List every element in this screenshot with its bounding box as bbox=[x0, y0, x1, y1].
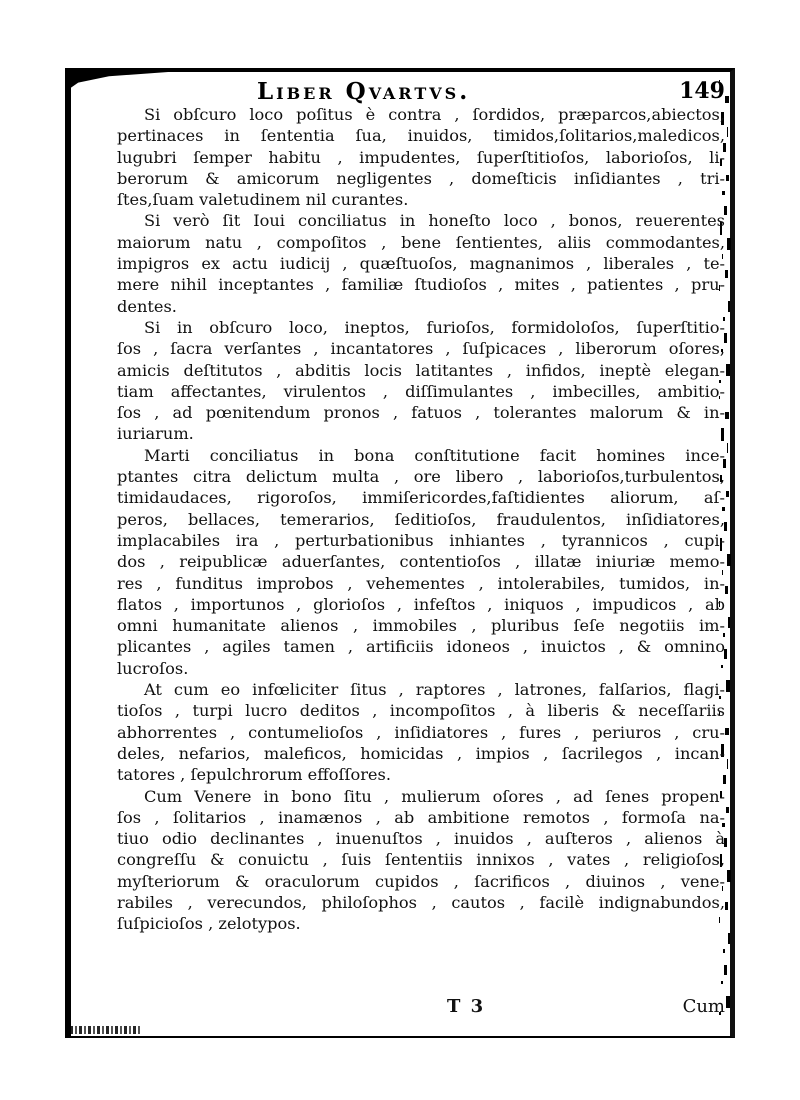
body-text bbox=[117, 104, 725, 935]
page-number: 149 bbox=[679, 78, 725, 104]
text-line: berorum & amicorum negligentes , domeſticis inſidiantes , tri- bbox=[117, 168, 725, 188]
text-line: At cum eo infœliciter ſitus , raptores , latrones, falſarios, flagi- bbox=[144, 680, 725, 700]
scan-smudge bbox=[70, 1026, 142, 1034]
scan-speckle bbox=[727, 759, 728, 769]
text-line: dos , reipublicæ aduerſantes, contentioſos , illatæ iniuriæ memo- bbox=[117, 552, 725, 572]
text-line: tatores , ſepulchrorum effoſſores. bbox=[117, 765, 391, 785]
text-line: tiam affectantes, virulentos , diſſimulantes , imbecilles, ambitio- bbox=[117, 381, 725, 401]
text-line: ptantes citra delictum multa , ore libero , laborioſos,turbulentos, bbox=[117, 467, 725, 487]
catchword: Cum bbox=[682, 996, 725, 1017]
text-line: peros, bellaces, temerarios, ſeditioſos, fraudulentos, inſidiatores, bbox=[117, 509, 725, 529]
text-line: deles, nefarios, maleficos, homicidas , impios , ſacrilegos , incan- bbox=[117, 743, 725, 763]
text-line: Si in obſcuro loco, ineptos, furioſos, formidoloſos, ſuperſtitio- bbox=[144, 317, 725, 337]
text-line: myſteriorum & oraculorum cupidos , ſacrificos , diuinos , vene- bbox=[117, 871, 725, 891]
scan-speckle bbox=[727, 554, 731, 566]
signature-mark: T 3 bbox=[447, 996, 486, 1017]
text-line: amicis deſtitutos , abditis locis latitantes , infidos, ineptè elegan- bbox=[117, 360, 725, 380]
text-line: tioſos , turpi lucro deditos , incompoſitos , à liberis & neceſſariis bbox=[117, 701, 725, 721]
text-line: abhorrentes , contumelioſos , inſidiatores , fures , periuros , cru- bbox=[117, 722, 725, 742]
text-line: iuriarum. bbox=[117, 424, 194, 444]
scan-speckle bbox=[725, 412, 729, 419]
text-line: ſtes,ſuam valetudinem nil curantes. bbox=[117, 190, 409, 210]
scan-speckle bbox=[728, 933, 730, 944]
scan-speckle bbox=[725, 270, 728, 278]
scan-speckle bbox=[726, 807, 729, 813]
scan-speckle bbox=[727, 127, 728, 137]
scan-speckle bbox=[723, 949, 725, 953]
text-line: rabiles , verecundos, philoſophos , cautos , facilè indignabundos, bbox=[117, 892, 725, 912]
running-title: Liber Qvartvs. bbox=[257, 78, 471, 105]
scan-speckle bbox=[726, 364, 730, 376]
scan-speckle bbox=[728, 617, 730, 628]
text-line: pertinaces in ſententia ſua, inuidos, timidos,ſolitarios,maledicos, bbox=[117, 126, 725, 146]
paragraph bbox=[117, 317, 725, 445]
text-line: ſos , ſacra verſantes , incantatores , ſuſpicaces , liberorum oſores, bbox=[117, 339, 725, 359]
text-line: Si obſcuro loco poſitus è contra , ſordidos, præparcos,abiectos, bbox=[144, 105, 725, 124]
text-line: omni humanitate alienos , immobiles , pluribus ſeſe negotiis im- bbox=[117, 616, 725, 636]
text-line: ſuſpicioſos , zelotypos. bbox=[117, 914, 301, 934]
scan-speckle bbox=[726, 996, 730, 1008]
text-line: mere nihil inceptantes , familiæ ſtudioſos , mites , patientes , pru- bbox=[117, 275, 725, 295]
text-line: ſos , ſolitarios , inamænos , ab ambitione remotos , formoſa na- bbox=[117, 807, 725, 827]
text-line: timidaudaces, rigoroſos, immiſericordes,faſtidientes aliorum, aſ- bbox=[117, 488, 725, 508]
scan-speckle bbox=[728, 301, 730, 312]
paragraph bbox=[117, 210, 725, 316]
text-line: Marti conciliatus in bona conſtitutione facit homines ince- bbox=[144, 445, 725, 465]
scan-speckle bbox=[724, 965, 727, 975]
text-line: congreſſu & conuictu , ſuis ſententiis innixos , vates , religioſos, bbox=[117, 850, 725, 870]
paragraph bbox=[117, 679, 725, 785]
text-line: Si verò ſit Ioui conciliatus in honeſto loco , bonos, reuerentes bbox=[144, 211, 725, 231]
scan-speckle bbox=[726, 491, 729, 497]
text-line: implacabiles ira , perturbationibus inhiantes , tyrannicos , cupi- bbox=[117, 530, 725, 550]
text-line: impigros ex actu iudicij , quæſtuoſos, magnanimos , liberales , te- bbox=[117, 254, 725, 274]
scan-speckle bbox=[721, 981, 723, 984]
text-line: res , funditus improbos , vehementes , intolerabiles, tumidos, in- bbox=[117, 573, 725, 593]
paragraph bbox=[117, 786, 725, 935]
scan-speckle bbox=[725, 96, 729, 103]
scan-speckle bbox=[726, 175, 729, 181]
scan-speckle bbox=[726, 680, 730, 692]
text-line: tiuo odio declinantes , inuenuſtos , inuidos , auſteros , alienos à bbox=[117, 829, 725, 849]
text-line: lucroſos. bbox=[117, 658, 189, 678]
scan-speckle bbox=[725, 586, 728, 594]
scan-speckle bbox=[725, 728, 729, 735]
text-line: plicantes , agiles tamen , artificiis idoneos , inuictos , & omnino bbox=[117, 637, 725, 657]
scan-speckle bbox=[727, 870, 731, 882]
page-footer bbox=[117, 996, 725, 1022]
text-line: ſos , ad pœnitendum pronos , fatuos , tolerantes malorum & in- bbox=[117, 403, 725, 423]
text-line: dentes. bbox=[117, 296, 177, 316]
scan-speckle bbox=[725, 902, 728, 910]
scan-speckle bbox=[727, 238, 731, 250]
scan-speckle bbox=[727, 443, 728, 453]
text-line: flatos , importunos , glorioſos , infeſtos , iniquos , impudicos , ab bbox=[117, 594, 725, 614]
text-line: Cum Venere in bono ſitu , mulierum oſores , ad ſenes propen- bbox=[144, 786, 725, 806]
text-line: maiorum natu , compoſitos , bene ſentientes, aliis commodantes, bbox=[117, 232, 725, 252]
text-line: lugubri ſemper habitu , impudentes, ſuperſtitioſos, laborioſos, li- bbox=[117, 147, 725, 167]
paragraph bbox=[117, 445, 725, 679]
paragraph bbox=[117, 104, 725, 210]
